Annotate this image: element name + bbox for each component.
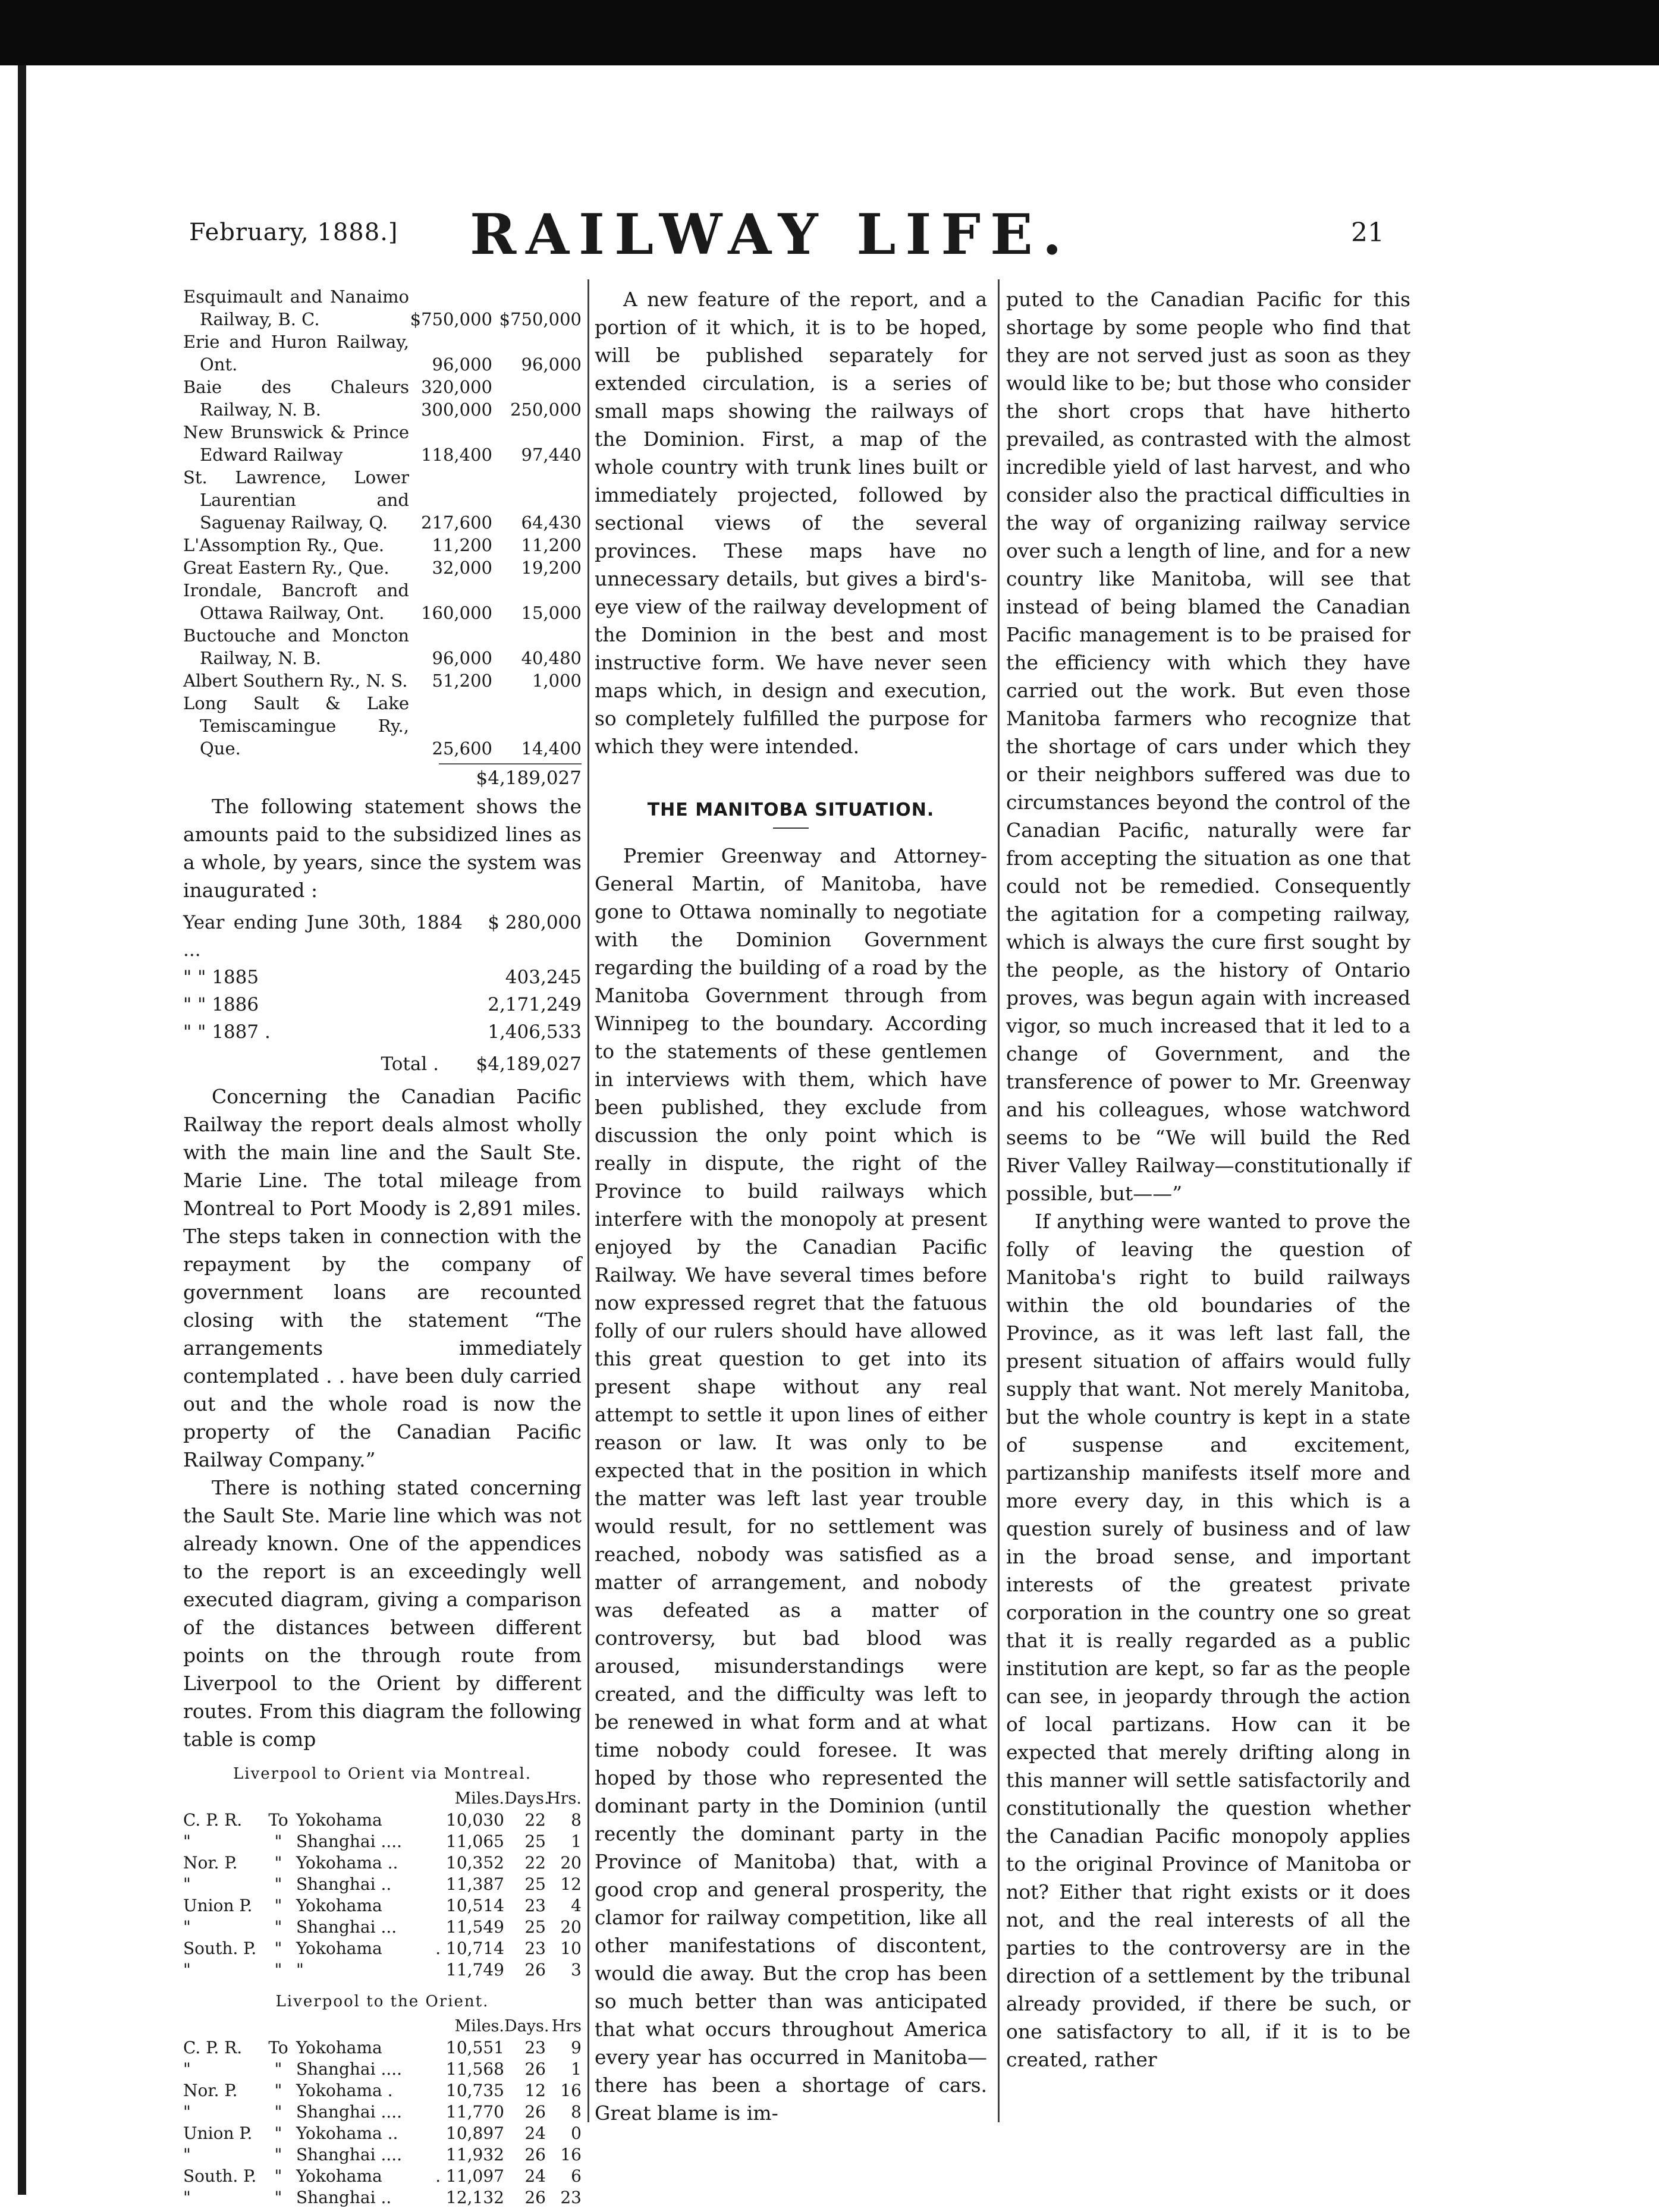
route-line: " bbox=[183, 2188, 191, 2207]
route-destination: Shanghai ... bbox=[296, 1917, 397, 1937]
yearly-label: " " 1886 bbox=[183, 994, 259, 1015]
yearly-row bbox=[183, 991, 582, 1018]
subsidy-name: Buctouche and Moncton Railway, N. B. bbox=[183, 625, 409, 668]
yearly-label: " " 1887 . bbox=[183, 1021, 271, 1043]
table-row bbox=[183, 1938, 582, 1959]
column-rule-2 bbox=[998, 279, 1000, 2122]
masthead-title: RAILWAY LIFE. bbox=[470, 202, 1072, 268]
subsidy-paid: 97,440 bbox=[521, 445, 582, 465]
table-row bbox=[183, 2101, 582, 2123]
table-spacer bbox=[183, 2016, 260, 2037]
table-row bbox=[183, 2166, 582, 2187]
route-prefix: " bbox=[274, 2059, 282, 2079]
subsidy-granted: 96,000 bbox=[432, 648, 492, 668]
table-caption: Liverpool to the Orient. bbox=[275, 1993, 489, 2010]
route-prefix: " bbox=[274, 1939, 282, 1958]
subsidy-granted: 160,000 bbox=[421, 603, 492, 623]
route-hours: 10 bbox=[560, 1939, 582, 1958]
route-destination: Yokohama .. bbox=[296, 2123, 398, 2143]
subsidy-granted: 11,200 bbox=[432, 535, 492, 555]
route-destination: Yokohama bbox=[296, 2166, 382, 2186]
route-hours: 9 bbox=[571, 2038, 582, 2057]
yearly-label: Year ending June 30th, 1884 ... bbox=[183, 912, 463, 961]
route-days: 26 bbox=[524, 2188, 546, 2207]
route-miles: 11,932 bbox=[446, 2145, 504, 2164]
route-miles: 10,551 bbox=[446, 2038, 504, 2057]
subsidy-name: Irondale, Bancroft and Ottawa Railway, Ont. bbox=[183, 580, 409, 623]
subsidy-row bbox=[183, 331, 582, 376]
table-header-row bbox=[183, 1788, 582, 1810]
subsidy-row bbox=[183, 624, 582, 669]
route-miles: 10,030 bbox=[446, 1810, 504, 1830]
subsidy-row bbox=[183, 534, 582, 556]
table-row bbox=[183, 1959, 582, 1981]
route-days: 24 bbox=[524, 2123, 546, 2143]
table-spacer bbox=[296, 2016, 415, 2037]
route-hours: 20 bbox=[560, 1917, 582, 1937]
subsidy-granted: 320,000 300,000 bbox=[421, 377, 492, 420]
table-row bbox=[183, 2037, 582, 2059]
subsidy-granted: $750,000 bbox=[410, 309, 492, 329]
table-row bbox=[183, 2187, 582, 2208]
yearly-payments bbox=[183, 909, 582, 1046]
route-line: " bbox=[183, 2059, 191, 2079]
subsidy-paid: 19,200 bbox=[521, 558, 582, 578]
scan-top-border bbox=[0, 0, 1659, 65]
route-line: " bbox=[183, 2145, 191, 2164]
subsidy-name: Great Eastern Ry., Que. bbox=[183, 558, 389, 578]
subsidy-total: $4,189,027 bbox=[439, 763, 582, 792]
yearly-label: " " 1885 bbox=[183, 967, 259, 988]
subsidy-paid: 64,430 bbox=[521, 512, 582, 533]
route-miles: 11,749 bbox=[446, 1960, 504, 1980]
route-miles: 10,514 bbox=[446, 1896, 504, 1915]
subsidy-row bbox=[183, 579, 582, 624]
paragraph: puted to the Canadian Pacific for this shortage by some people who find that they are not served just as soon as they would like to be; but those who consider the short crops that have hitherto prevailed, as contrasted with the almost incredible yield of last harvest, and who consider also the practical difficulties in the way of organizing railway service over such a length of line, and for a new country like Manitoba, will see that instead of being blamed the Canadian Pacific management is to be praised for the efficiency with which they have carried out the work. But even those Manitoba farmers who recognize that the shortage of cars under which they or their neighbors suffered was due to circumstances beyond the control of the Canadian Pacific, naturally were far from accepting the situation as one that could not be remedied. Consequently the agitation for a competing railway, which is always the cure first sought by the people, as the history of Ontario proves, was begun again with increased vigor, so much increased that it led to a change of Government, and the transference of power to Mr. Greenway and his colleagues, whose watchword seems to be “We will build the Red River Valley Railway—constitutionally if possible, but——” bbox=[1006, 288, 1410, 1205]
table-header-row bbox=[183, 2016, 582, 2037]
table-header: Days. bbox=[504, 1789, 549, 1808]
route-prefix: " bbox=[274, 2102, 282, 2122]
route-days: 23 bbox=[524, 1939, 546, 1958]
route-destination: " bbox=[296, 1960, 304, 1980]
route-prefix: " bbox=[274, 2123, 282, 2143]
subsidy-row bbox=[183, 466, 582, 534]
route-miles: 11,770 bbox=[446, 2102, 504, 2122]
route-hours: 3 bbox=[571, 1960, 582, 1980]
subsidy-paid: $750,000 bbox=[499, 309, 582, 329]
route-line: C. P. R. bbox=[183, 2038, 243, 2057]
table-spacer bbox=[296, 1788, 415, 1810]
column-2 bbox=[595, 285, 987, 2127]
route-destination: Yokohama .. bbox=[296, 1853, 398, 1873]
route-prefix: " bbox=[274, 1853, 282, 1873]
route-prefix: " bbox=[274, 2166, 282, 2186]
subsidy-row bbox=[183, 556, 582, 579]
route-days: 23 bbox=[524, 1896, 546, 1915]
table-spacer bbox=[260, 1788, 296, 1810]
route-line: " bbox=[183, 2102, 191, 2122]
route-miles: . 10,714 bbox=[435, 1939, 504, 1958]
route-miles: 11,549 bbox=[446, 1917, 504, 1937]
table-header: Miles. bbox=[454, 2017, 504, 2035]
route-days: 25 bbox=[524, 1832, 546, 1851]
distance-table-montreal bbox=[183, 1788, 582, 1981]
subsidy-name: St. Lawrence, Lower Laurentian and Saguenay Railway, Q. bbox=[183, 467, 409, 533]
route-line: South. P. bbox=[183, 1939, 257, 1958]
paragraph: Premier Greenway and Attorney-General Martin, of Manitoba, have gone to Ottawa nominally to negotiate with the Dominion Government regarding the building of a road by the Manitoba Government through from Winnipeg to the boundary. According to the statements of these gentlemen in interviews with them, which have been published, they exclude from discussion the only point which is really in dispute, the right of the Province to build railways which interfere with the monopoly at present enjoyed by the Canadian Pacific Railway. We have several times before now expressed regret that the fatuous folly of our rulers should have allowed this great question to get into its present shape without any real attempt to settle it upon lines of either reason or law. It was only to be expected that in the position in which the matter was left last year trouble would result, for no settlement was reached, nobody was satisfied as a matter of arrangement, and nobody was defeated as a matter of controversy, but bad blood was aroused, misunderstandings were created, and the difficulty was left to be renewed in what form and at what time nobody could foresee. It was hoped by those who represented the dominant party in the Dominion (until recently the dominant party in the Province of Manitoba) that, with a good crop and general prosperity, the clamor for railway competition, like all other manifestations of discontent, would die away. But the crop has been so much better than was anticipated that what occurs throughout America every year has occurred in Manitoba—there has been a shortage of cars. Great blame is im- bbox=[595, 844, 987, 2125]
table-caption: Liverpool to Orient via Montreal. bbox=[232, 1765, 532, 1783]
subsidy-name: Albert Southern Ry., N. S. bbox=[183, 671, 408, 691]
route-destination: Shanghai .... bbox=[296, 2059, 403, 2079]
route-days: 26 bbox=[524, 2102, 546, 2122]
subsidy-paid: 250,000 bbox=[510, 399, 582, 420]
route-hours: 16 bbox=[560, 2145, 582, 2164]
table-row bbox=[183, 1917, 582, 1938]
route-destination: Shanghai .. bbox=[296, 1874, 392, 1894]
table-row bbox=[183, 2059, 582, 2080]
route-hours: 20 bbox=[560, 1853, 582, 1873]
yearly-total-value: $4,189,027 bbox=[476, 1053, 582, 1075]
route-miles: 11,387 bbox=[446, 1874, 504, 1894]
route-destination: Yokohama bbox=[296, 1896, 382, 1915]
table-row bbox=[183, 1831, 582, 1852]
yearly-row bbox=[183, 964, 582, 991]
route-days: 23 bbox=[524, 2038, 546, 2057]
subsidy-row bbox=[183, 376, 582, 421]
subsidy-paid: 96,000 bbox=[521, 354, 582, 375]
yearly-value: 403,245 bbox=[505, 967, 582, 988]
subsidy-name: L'Assomption Ry., Que. bbox=[183, 535, 385, 555]
yearly-total-label: Total . bbox=[381, 1053, 439, 1075]
route-line: Nor. P. bbox=[183, 2081, 238, 2100]
route-miles: 11,568 bbox=[446, 2059, 504, 2079]
route-hours: 23 bbox=[560, 2188, 582, 2207]
subsidy-paid: 14,400 bbox=[521, 738, 582, 759]
route-hours: 0 bbox=[571, 2123, 582, 2143]
route-destination: Shanghai .... bbox=[296, 2145, 403, 2164]
route-line: Nor. P. bbox=[183, 1853, 238, 1873]
route-days: 26 bbox=[524, 2145, 546, 2164]
route-line: " bbox=[183, 1874, 191, 1894]
table-row bbox=[183, 2080, 582, 2101]
route-miles: 10,735 bbox=[446, 2081, 504, 2100]
yearly-total-row bbox=[183, 1050, 582, 1078]
route-line: South. P. bbox=[183, 2166, 257, 2186]
table-header: Days. bbox=[504, 2017, 549, 2035]
subsidy-name: Baie des Chaleurs Railway, N. B. bbox=[183, 377, 409, 420]
route-prefix: " bbox=[274, 1832, 282, 1851]
paragraph: The following statement shows the amounts paid to the subsidized lines as a whole, by years, since the system was inaugurated : bbox=[183, 795, 582, 902]
route-hours: 8 bbox=[571, 2102, 582, 2122]
subsidy-row bbox=[183, 692, 582, 760]
route-days: 24 bbox=[524, 2166, 546, 2186]
subsidy-granted: 118,400 bbox=[421, 445, 492, 465]
yearly-row bbox=[183, 909, 582, 964]
yearly-value: $ 280,000 bbox=[488, 912, 582, 933]
route-days: 22 bbox=[524, 1853, 546, 1873]
route-days: 25 bbox=[524, 1917, 546, 1937]
subsidy-granted: 217,600 bbox=[421, 512, 492, 533]
subsidy-name: Long Sault & Lake Temiscamingue Ry., Que. bbox=[183, 693, 409, 759]
route-destination: Shanghai .... bbox=[296, 1832, 403, 1851]
route-days: 26 bbox=[524, 1960, 546, 1980]
subsidy-paid: 11,200 bbox=[521, 535, 582, 555]
table-row bbox=[183, 2123, 582, 2144]
route-prefix: " bbox=[274, 2188, 282, 2207]
subsidy-granted: 96,000 bbox=[432, 354, 492, 375]
route-days: 22 bbox=[524, 1810, 546, 1830]
route-prefix: " bbox=[274, 1960, 282, 1980]
route-prefix: To bbox=[268, 1810, 288, 1830]
paragraph: A new feature of the report, and a portion of it which, it is to be hoped, will be published separately for extended circulation, is a series of small maps showing the railways of the Dominion. First, a map of the whole country with trunk lines built or immediately projected, followed by sectional views of the several provinces. These maps have no unnecessary details, but gives a bird's-eye view of the railway development of the Dominion in the best and most instructive form. We have never seen maps which, in design and execution, so completely fulfilled the purpose for which they were intended. bbox=[595, 288, 987, 758]
route-prefix: " bbox=[274, 1896, 282, 1915]
table-row bbox=[183, 1810, 582, 1831]
route-line: " bbox=[183, 1832, 191, 1851]
paragraph: Concerning the Canadian Pacific Railway the report deals almost wholly with the main line and the Sault Ste. Marie Line. The total mileage from Montreal to Port Moody is 2,891 miles. The steps taken in connection with the repayment by the company of government loans are recounted closing with the statement “The arrangements immediately contemplated . . have been duly carried out and the whole road is now the property of the Canadian Pacific Railway Company.” bbox=[183, 1085, 582, 1471]
route-hours: 12 bbox=[560, 1874, 582, 1894]
route-hours: 16 bbox=[560, 2081, 582, 2100]
route-miles: 11,065 bbox=[446, 1832, 504, 1851]
table-row bbox=[183, 1852, 582, 1874]
route-line: C. P. R. bbox=[183, 1810, 243, 1830]
route-prefix: " bbox=[274, 2081, 282, 2100]
table-header: Miles. bbox=[454, 1789, 504, 1808]
page-number: 21 bbox=[1351, 218, 1384, 248]
route-prefix: To bbox=[268, 2038, 288, 2057]
table-spacer bbox=[260, 2016, 296, 2037]
route-line: " bbox=[183, 1917, 191, 1937]
route-line: Union P. bbox=[183, 1896, 253, 1915]
subsidy-name: Erie and Huron Railway, Ont. bbox=[183, 332, 409, 375]
route-hours: 1 bbox=[571, 1832, 582, 1851]
subsidy-granted: 51,200 bbox=[432, 671, 492, 691]
subsidy-row bbox=[183, 421, 582, 466]
route-miles: . 11,097 bbox=[435, 2166, 504, 2186]
route-days: 25 bbox=[524, 1874, 546, 1894]
route-destination: Shanghai .. bbox=[296, 2188, 392, 2207]
route-line: Union P. bbox=[183, 2123, 253, 2143]
table-spacer bbox=[183, 1788, 260, 1810]
yearly-value: 1,406,533 bbox=[488, 1021, 582, 1043]
route-hours: 8 bbox=[571, 1810, 582, 1830]
route-destination: Yokohama bbox=[296, 1810, 382, 1830]
column-3 bbox=[1006, 285, 1410, 2073]
route-destination: Yokohama . bbox=[296, 2081, 393, 2100]
route-hours: 1 bbox=[571, 2059, 582, 2079]
route-destination: Yokohama bbox=[296, 2038, 382, 2057]
subsidy-row bbox=[183, 285, 582, 331]
table-row bbox=[183, 2144, 582, 2166]
subsidy-row bbox=[183, 669, 582, 692]
table-row bbox=[183, 1895, 582, 1917]
subsidy-paid: 40,480 bbox=[521, 648, 582, 668]
scan-left-border bbox=[18, 65, 26, 2195]
subsidy-list bbox=[183, 285, 582, 760]
route-destination: Shanghai .... bbox=[296, 2102, 403, 2122]
subsidy-name: Esquimault and Nanaimo Railway, B. C. bbox=[183, 287, 409, 329]
heading-rule bbox=[773, 827, 809, 829]
yearly-row bbox=[183, 1018, 582, 1046]
route-prefix: " bbox=[274, 1917, 282, 1937]
subsidy-granted: 32,000 bbox=[432, 558, 492, 578]
table-header: Hrs bbox=[551, 2017, 582, 2035]
route-miles: 12,132 bbox=[446, 2188, 504, 2207]
subsidy-name: New Brunswick & Prince Edward Railway bbox=[183, 422, 409, 465]
route-miles: 10,897 bbox=[446, 2123, 504, 2143]
route-hours: 6 bbox=[571, 2166, 582, 2186]
column-1 bbox=[183, 285, 582, 2212]
route-prefix: " bbox=[274, 2145, 282, 2164]
route-days: 12 bbox=[524, 2081, 546, 2100]
route-prefix: " bbox=[274, 1874, 282, 1894]
yearly-value: 2,171,249 bbox=[488, 994, 582, 1015]
subsidy-paid: 15,000 bbox=[521, 603, 582, 623]
distance-table-orient bbox=[183, 2016, 582, 2208]
table-row bbox=[183, 1874, 582, 1895]
table-header: Hrs. bbox=[546, 1789, 582, 1808]
paragraph: There is nothing stated concerning the Sault Ste. Marie line which was not already known. One of the appendices to the report is an exceedingly well executed diagram, giving a comparison of the distances between different points on the through route from Liverpool to the Orient by different routes. From this diagram the following table is comp bbox=[183, 1476, 582, 1751]
subsidy-granted: 25,600 bbox=[432, 738, 492, 759]
route-miles: 10,352 bbox=[446, 1853, 504, 1873]
route-line: " bbox=[183, 1960, 191, 1980]
subsidy-paid: 1,000 bbox=[532, 671, 582, 691]
paragraph: If anything were wanted to prove the folly of leaving the question of Manitoba's right to build railways within the old boundaries of the Province, as it was left last fall, the present situation of affairs would fully supply that want. Not merely Manitoba, but the whole country is kept in a state of suspense and excitement, partizanship manifests itself more and more every day, in this which is a question surely of business and of law in the broad sense, and important interests of the greatest private corporation in the country one so great that it is really regarded as a public institution are kept, so far as the people can see, in jeopardy through the action of local partizans. How can it be expected that merely drifting along in this manner will settle satisfactorily and constitutionally the question whether the Canadian Pacific monopoly applies to the original Province of Manitoba or not? Either that right exists or it does not, and the real interests of all the parties to the controversy are in the direction of a settlement by the tribunal already provided, if there be such, or one satisfactory to all, if it is to be created, rather bbox=[1006, 1210, 1410, 2071]
route-hours: 4 bbox=[571, 1896, 582, 1915]
running-head-date: February, 1888.] bbox=[189, 219, 398, 246]
column-rule-1 bbox=[587, 279, 589, 2122]
route-destination: Yokohama bbox=[296, 1939, 382, 1958]
route-days: 26 bbox=[524, 2059, 546, 2079]
section-heading: THE MANITOBA SITUATION. bbox=[647, 800, 935, 820]
